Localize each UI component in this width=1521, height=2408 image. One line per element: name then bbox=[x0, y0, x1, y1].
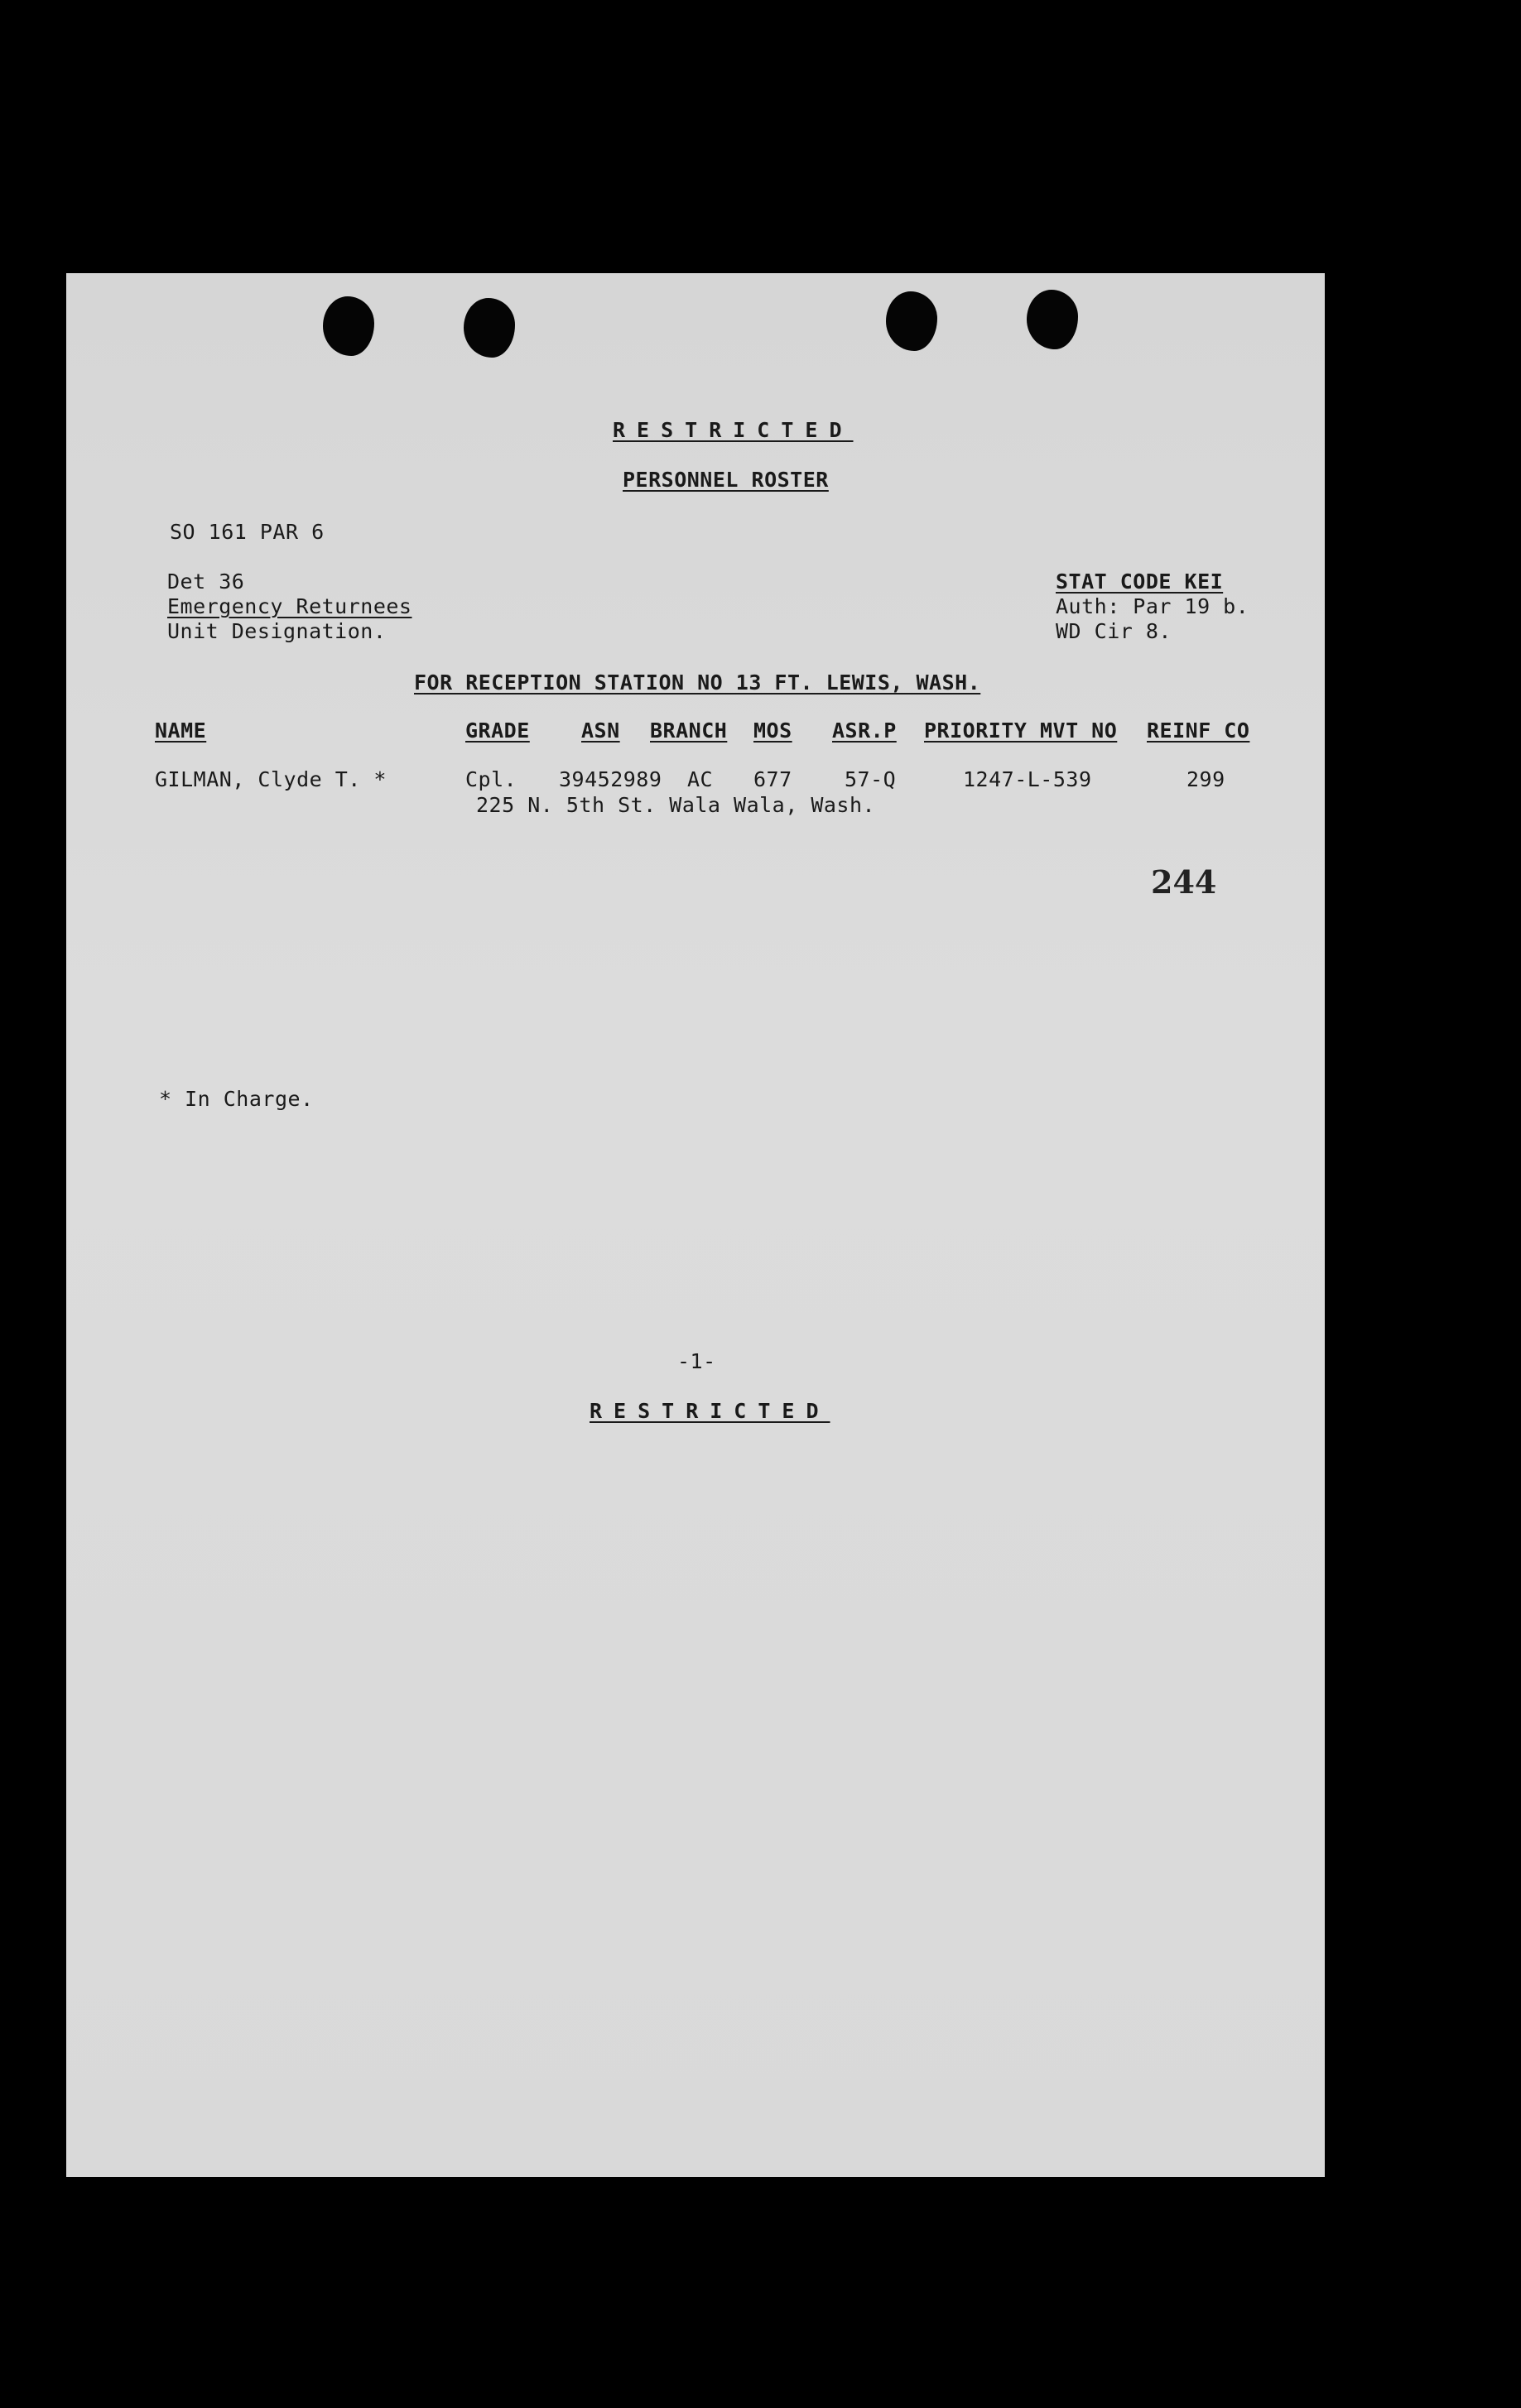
destination-line: FOR RECEPTION STATION NO 13 FT. LEWIS, WASH. bbox=[414, 670, 981, 695]
unit-line-2: Emergency Returnees bbox=[167, 594, 412, 618]
cell-name: GILMAN, Clyde T. * bbox=[155, 767, 387, 791]
footnote: * In Charge. bbox=[159, 1087, 314, 1111]
punch-hole bbox=[464, 298, 515, 358]
punch-hole bbox=[1027, 290, 1078, 349]
punch-hole bbox=[323, 296, 374, 356]
cell-asrp: 57-Q bbox=[845, 767, 897, 791]
column-header-branch: BRANCH bbox=[650, 719, 728, 743]
column-header-asrp: ASR.P bbox=[832, 719, 897, 743]
header-restricted: RESTRICTED bbox=[613, 418, 854, 442]
punch-hole bbox=[886, 291, 937, 351]
cell-branch: AC bbox=[687, 767, 714, 791]
page-number: -1- bbox=[677, 1349, 716, 1373]
unit-line-1: Det 36 bbox=[167, 570, 245, 594]
footer-restricted: RESTRICTED bbox=[590, 1399, 830, 1423]
document-title: PERSONNEL ROSTER bbox=[623, 468, 829, 492]
column-header-asn: ASN bbox=[581, 719, 620, 743]
stamped-number: 244 bbox=[1151, 863, 1217, 901]
column-header-reinf-co: REINF CO bbox=[1147, 719, 1250, 743]
special-order-reference: SO 161 PAR 6 bbox=[170, 520, 325, 544]
column-header-priority: PRIORITY MVT NO bbox=[924, 719, 1118, 743]
wd-circular: WD Cir 8. bbox=[1056, 619, 1172, 643]
cell-reinf-co: 299 bbox=[1186, 767, 1225, 791]
column-header-name: NAME bbox=[155, 719, 207, 743]
cell-priority: 1247-L-539 bbox=[963, 767, 1092, 791]
cell-mos: 677 bbox=[753, 767, 792, 791]
cell-asn: 39452989 bbox=[559, 767, 662, 791]
document-page bbox=[66, 273, 1325, 2177]
cell-grade: Cpl. bbox=[465, 767, 517, 791]
column-header-mos: MOS bbox=[753, 719, 792, 743]
column-header-grade: GRADE bbox=[465, 719, 530, 743]
cell-address: 225 N. 5th St. Wala Wala, Wash. bbox=[476, 793, 876, 817]
authority: Auth: Par 19 b. bbox=[1056, 594, 1249, 618]
stat-code: STAT CODE KEI bbox=[1056, 570, 1224, 594]
unit-designation-label: Unit Designation. bbox=[167, 619, 387, 643]
